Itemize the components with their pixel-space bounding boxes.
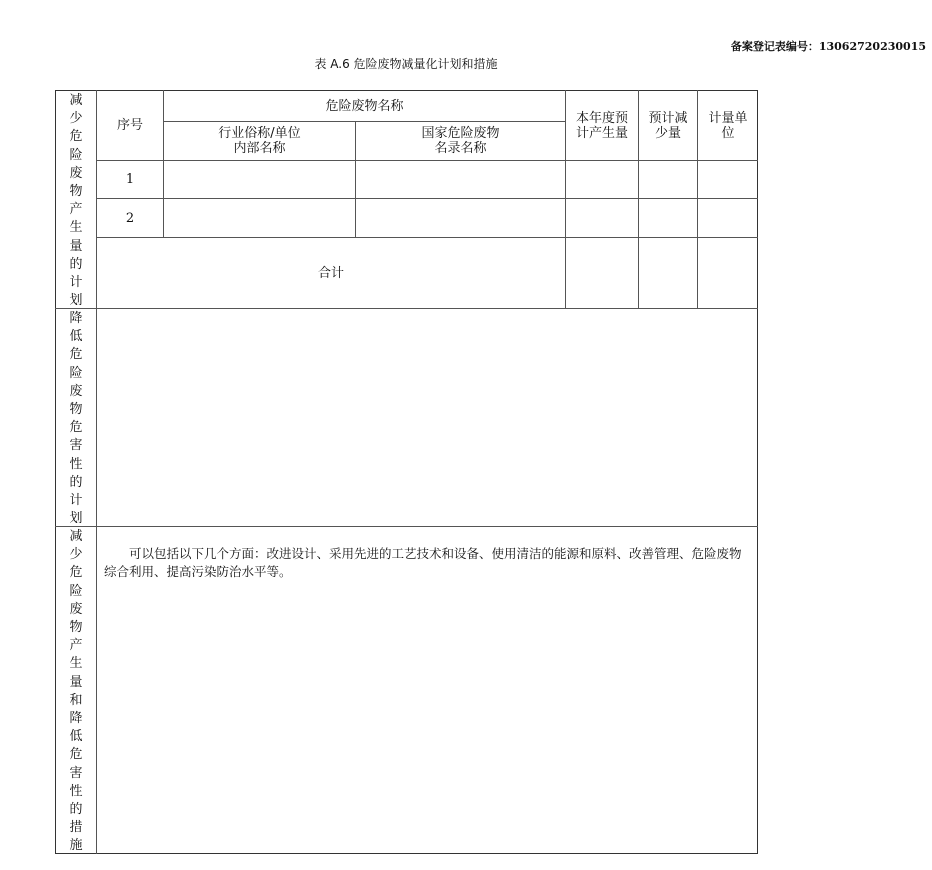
header-annual-estimate: 本年度预 计产生量	[575, 110, 628, 141]
rule-section2-bottom	[55, 526, 758, 527]
row-1-serial: 1	[125, 172, 135, 187]
registration-number: 备案登记表编号：13062720230015	[730, 40, 926, 53]
header-serial-no: 序号	[116, 118, 143, 133]
row-2-serial: 2	[125, 210, 135, 226]
row-2-industry-name-cell[interactable]	[164, 199, 355, 237]
section-label-reduce-hazard-plan: 降低危险废物危害性的计划	[69, 311, 83, 527]
header-national-name: 国家危险废物 名录名称	[421, 126, 500, 156]
section-label-reduce-generation-plan: 减少危险废物产生量的计划	[69, 93, 83, 309]
total-label: 合计	[317, 265, 344, 281]
row-1-annual-estimate-cell[interactable]	[566, 161, 638, 198]
row-1-industry-name-cell[interactable]	[164, 161, 355, 198]
header-waste-name: 危险废物名称	[325, 98, 404, 114]
row-2-national-name-cell[interactable]	[356, 199, 565, 237]
row-2-annual-estimate-cell[interactable]	[566, 199, 638, 237]
row-1-unit-cell[interactable]	[698, 161, 758, 198]
measures-note: 可以包括以下几个方面：改进设计、采用先进的工艺技术和设备、使用清洁的能源和原料、改善管理、危险废物综合利用、提高污染防治水平等。	[104, 546, 742, 579]
header-estimated-reduction: 预计减 少量	[648, 110, 688, 141]
header-unit: 计量单 位	[708, 110, 748, 141]
header-industry-name: 行业俗称/单位 内部名称	[218, 126, 301, 156]
reduce-hazard-plan-content[interactable]	[97, 309, 758, 526]
table-title: 表 A.6 危险废物减量化计划和措施	[314, 57, 498, 71]
row-2-reduction-cell[interactable]	[639, 199, 697, 237]
row-1-reduction-cell[interactable]	[639, 161, 697, 198]
row-2-unit-cell[interactable]	[698, 199, 758, 237]
row-1-national-name-cell[interactable]	[356, 161, 565, 198]
section-label-measures: 减少危险废物产生量和降低危害性的措施	[69, 529, 83, 854]
